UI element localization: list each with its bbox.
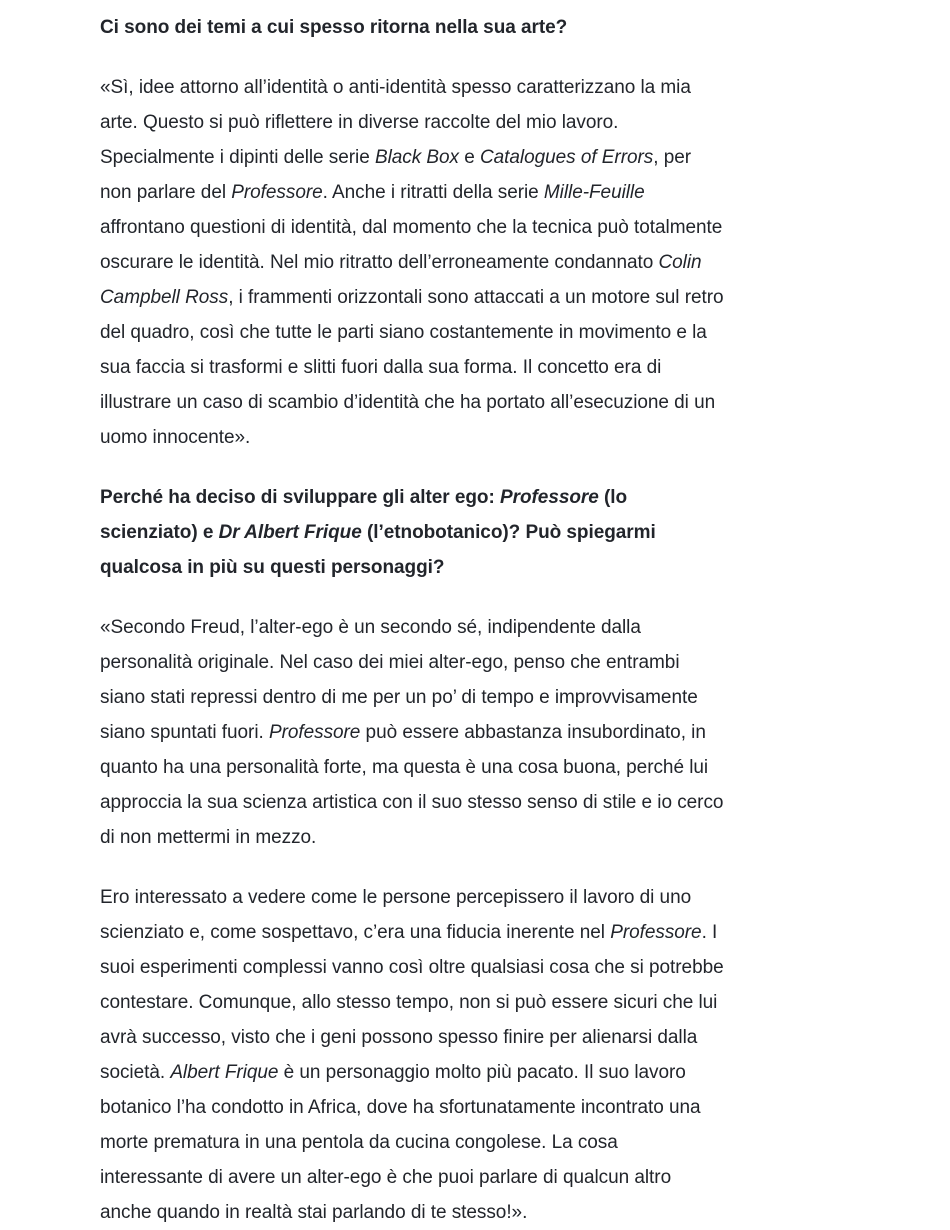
emphasis-text: Mille-Feuille xyxy=(543,182,645,203)
text-run: è un personaggio molto più pacato. Il suo lavoro botanico l’ha condotto in Africa, dove ha sfortunatamente incontrato una morte prematura in una pentola da cucina congolese. La cosa interessante di avere un alter-ego è che puoi parlare di qualcun altro anche quando in realtà stai parlando di te stesso!». xyxy=(100,1062,701,1223)
emphasis-text: Catalogues of Errors xyxy=(479,147,654,168)
text-run: , i frammenti orizzontali sono attaccati a un motore sul retro del quadro, così che tutte le parti siano costantemente in movimento e la sua faccia si trasformi e slitti fuori dalla sua forma. Il concetto era di illustrare un caso di scambio d’identità che ha portato all’esecuzione di un uomo innocente». xyxy=(100,287,724,448)
emphasis-text: Dr Albert Frique xyxy=(218,522,362,543)
text-run: , per non parlare del xyxy=(100,147,692,203)
text-run: Ero interessato a vedere come le persone percepissero il lavoro di uno scienziato e, come sospettavo, c’era una fiducia inerente nel xyxy=(100,887,692,943)
question-heading-alter-ego xyxy=(100,480,725,585)
emphasis-text: Black Box xyxy=(374,147,459,168)
emphasis-text: Colin Campbell Ross xyxy=(100,252,702,308)
answer-paragraph-scientist xyxy=(100,880,725,1230)
top-spacer xyxy=(100,0,725,10)
question-heading-themes xyxy=(100,10,725,45)
text-run: . I suoi esperimenti complessi vanno così oltre qualsiasi cosa che si potrebbe contestare. Comunque, allo stesso tempo, non si può essere sicuri che lui avrà successo, visto che i geni possono spesso finire per alienarsi dalla società. xyxy=(100,922,724,1083)
text-run: . Anche i ritratti della serie xyxy=(322,182,544,203)
emphasis-text: Professore xyxy=(231,182,323,203)
answer-paragraph-themes xyxy=(100,70,725,455)
text-run: può essere abbastanza insubordinato, in quanto ha una personalità forte, ma questa è una cosa buona, perché lui approccia la sua scienza artistica con il suo stesso senso di stile e io cerco di non mettermi in mezzo. xyxy=(100,722,724,848)
text-run: «Secondo Freud, l’alter-ego è un secondo sé, indipendente dalla personalità originale. Nel caso dei miei alter-ego, penso che entrambi siano stati repressi dentro di me per un po’ di tempo e improvvisamente siano spuntati fuori. xyxy=(100,617,698,743)
answer-paragraph-freud xyxy=(100,610,725,855)
text-run: Ci sono dei temi a cui spesso ritorna nella sua arte? xyxy=(100,17,568,38)
text-run: (l’etnobotanico)? Può spiegarmi qualcosa in più su questi personaggi? xyxy=(100,522,656,578)
emphasis-text: Professore xyxy=(610,922,702,943)
text-run: affrontano questioni di identità, dal momento che la tecnica può totalmente oscurare le identità. Nel mio ritratto dell’erroneamente condannato xyxy=(100,217,723,273)
text-run: «Sì, idee attorno all’identità o anti-identità spesso caratterizzano la mia arte. Questo si può riflettere in diverse raccolte del mio lavoro. Specialmente i dipinti delle serie xyxy=(100,77,691,168)
emphasis-text: Albert Frique xyxy=(170,1062,279,1083)
text-run: Perché ha deciso di sviluppare gli alter ego: xyxy=(100,487,500,508)
document-content xyxy=(100,10,725,1230)
emphasis-text: Professore xyxy=(268,722,361,743)
text-run: (lo scienziato) e xyxy=(100,487,628,543)
text-run: e xyxy=(459,147,480,168)
emphasis-text: Professore xyxy=(500,487,599,508)
